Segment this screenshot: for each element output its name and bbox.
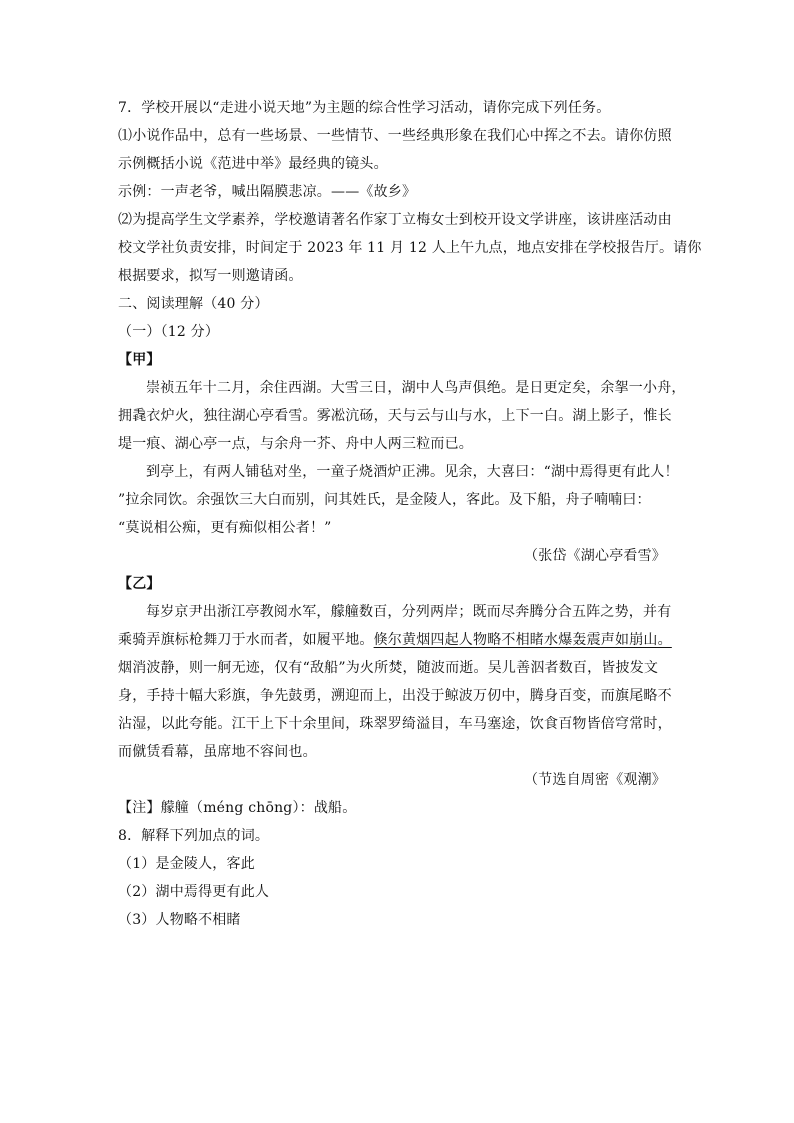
passage-yi-label: 【乙】 [118, 576, 161, 592]
annotation-note: 【注】艨艟（méng chōng）：战船。 [118, 800, 357, 816]
question-7-task1-line1: ⑴小说作品中，总有一些场景、一些情节、一些经典形象在我们心中挥之不去。请你仿照 [118, 128, 672, 144]
passage-yi-line: 每岁京尹出浙江亭教阅水军，艨艟数百，分列两岸；既而尽奔腾分合五阵之势，并有 [146, 604, 672, 620]
passage-jia-line: 拥毳衣炉火，独往湖心亭看雪。雾凇沆砀，天与云与山与水，上下一白。湖上影子，惟长 [118, 408, 672, 424]
passage-jia-line: 堤一痕、湖心亭一点，与余舟一芥、舟中人两三粒而已。 [118, 436, 473, 452]
passage-yi-line [118, 628, 674, 652]
question-7-title: 7．学校开展以“走进小说天地”为主题的综合性学习活动，请你完成下列任务。 [118, 100, 611, 116]
passage-yi-source: （节选自周密《观潮》 [524, 772, 666, 788]
subsection-1-heading: （一）（12 分） [118, 324, 220, 340]
section-2-heading: 二、阅读理解（40 分） [118, 296, 269, 312]
passage-yi-plain-text: 乘骑弄旗标枪舞刀于水而者，如履平地。 [118, 632, 374, 648]
passage-yi-line: 而僦赁看幕，虽席地不容间也。 [118, 744, 317, 760]
question-7-task2-line3: 根据要求，拟写一则邀请函。 [118, 268, 303, 284]
question-8-item: （3）人物略不相睹 [118, 912, 241, 928]
question-8-item: （1）是金陵人，客此 [118, 856, 255, 872]
passage-jia-label: 【甲】 [118, 352, 161, 368]
question-7-task1-line2: 示例概括小说《范进中举》最经典的镜头。 [118, 156, 388, 172]
passage-jia-line: ”拉余同饮。余强饮三大白而别，问其姓氏，是金陵人，客此。及下船，舟子喃喃曰： [118, 492, 651, 508]
question-7-task2-line2: 校文学社负责安排，时间定于 2023 年 11 月 12 人上午九点，地点安排在学校报告厅。请你 [118, 240, 702, 256]
passage-jia-line: 崇祯五年十二月，余住西湖。大雪三日，湖中人鸟声俱绝。是日更定矣，余挐一小舟， [146, 380, 686, 396]
passage-yi-line: 沾湿，以此夸能。江干上下十余里间，珠翠罗绮溢目，车马塞途，饮食百物皆倍穹常时， [118, 716, 672, 732]
question-8-title: 8．解释下列加点的词。 [118, 828, 270, 844]
passage-jia-source: （张岱《湖心亭看雪》 [524, 548, 666, 564]
passage-yi-line: 身，手持十幅大彩旗，争先鼓勇，溯迎而上，出没于鲸波万仞中，腾身百变，而旗尾略不 [118, 688, 672, 704]
question-7-example: 示例：一声老爷，喊出隔膜悲凉。——《故乡》 [118, 184, 417, 200]
passage-jia-line: 到亭上，有两人铺毡对坐，一童子烧酒炉正沸。见余，大喜曰：“湖中焉得更有此人！ [146, 464, 679, 480]
question-7-task2-line1: ⑵为提高学生文学素养，学校邀请著名作家丁立梅女士到校开设文学讲座，该讲座活动由 [118, 212, 672, 228]
underlined-sentence: 倏尔黄烟四起人物略不相睹水爆轰震声如崩山。 [373, 632, 672, 648]
passage-yi-line: 烟消波静，则一舸无迹，仅有“敌船”为火所焚，随波而逝。吴儿善泅者数百，皆披发文 [118, 660, 659, 676]
document-page [118, 96, 702, 932]
passage-jia-line: “莫说相公痴，更有痴似相公者！” [118, 520, 332, 536]
question-8-item: （2）湖中焉得更有此人 [118, 884, 270, 900]
